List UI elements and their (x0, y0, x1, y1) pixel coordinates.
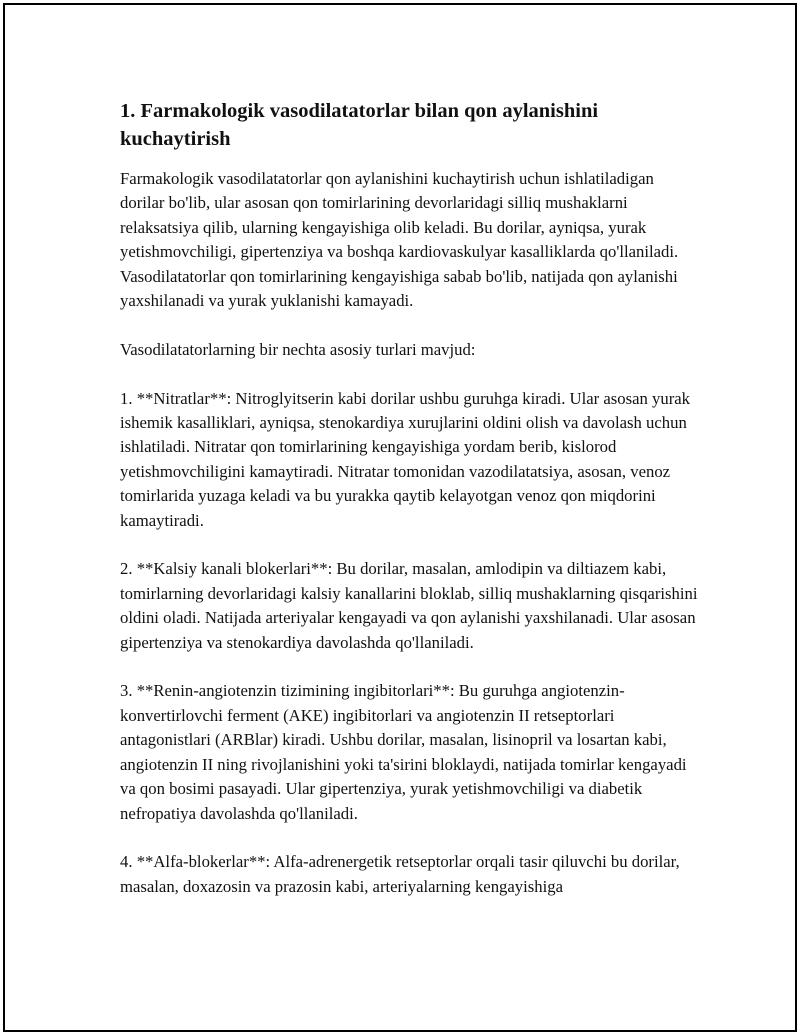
list-item-calcium-channel-blockers: 2. **Kalsiy kanali blokerlari**: Bu dorilar, masalan, amlodipin va diltiazem kabi, tomirlarning devorlaridagi kalsiy kanallarini bloklab, silliq mushaklarning qisqarishini oldini oladi. Natijada arteriyalar kengayadi va qon aylanishi yaxshilanadi. Ular asosan gipertenziya va stenokardiya davolashda qo'llaniladi. (120, 559, 698, 652)
intro-paragraph: Farmakologik vasodilatatorlar qon aylanishini kuchaytirish uchun ishlatiladigan dorilar bo'lib, ular asosan qon tomirlarining devorlaridagi silliq mushaklarni relaksatsiya qilib, ularning kengayishiga olib keladi. Bu dorilar, ayniqsa, yurak yetishmovchiligi, gipertenziya va boshqa kardiovaskulyar kasalliklarda qo'llaniladi. Vasodilatatorlar qon tomirlarining kengayishiga sabab bo'lib, natijada qon aylanishi yaxshilanadi va yurak yuklanishi kamayadi. (120, 169, 679, 311)
page-frame (3, 3, 797, 1032)
list-item-nitrates: 1. **Nitratlar**: Nitroglyitserin kabi dorilar ushbu guruhga kiradi. Ular asosan yurak ishemik kasalliklari, ayniqsa, stenokardiya xurujlarini oldini olish va davolash uchun ishlatiladi. Nitratar qon tomirlarining kengayishiga yordam berib, kislorod yetishmovchiligini kamaytiradi. Nitratar tomonidan vazodilatatsiya, asosan, venoz tomirlarida yuzaga keladi va bu yurakka qaytib kelayotgan venoz qon miqdorini kamaytiradi. (120, 388, 691, 530)
document-body (120, 97, 700, 924)
section-heading: 1. Farmakologik vasodilatatorlar bilan qon aylanishini kuchaytirish (120, 100, 599, 150)
types-intro-paragraph: Vasodilatatorlarning bir nechta asosiy turlari mavjud: (120, 339, 476, 359)
list-item-alpha-blockers: 4. **Alfa-blokerlar**: Alfa-adrenergetik retseptorlar orqali tasir qiluvchi bu dorilar, masalan, doxazosin va prazosin kabi, arteriyalarning kengayishiga (120, 852, 680, 896)
list-item-raas-inhibitors: 3. **Renin-angiotenzin tizimining ingibitorlari**: Bu guruhga angiotenzin-konvertirlovchi ferment (AKE) ingibitorlari va angiotenzin II retseptorlari antagonistlari (ARBlar) kiradi. Ushbu dorilar, masalan, lisinopril va losartan kabi, angiotenzin II ning rivojlanishini yoki ta'sirini bloklaydi, natijada tomirlar kengayadi va qon bosimi pasayadi. Ular gipertenziya, yurak yetishmovchiligi va diabetik nefropatiya davolashda qo'llaniladi. (120, 681, 687, 823)
